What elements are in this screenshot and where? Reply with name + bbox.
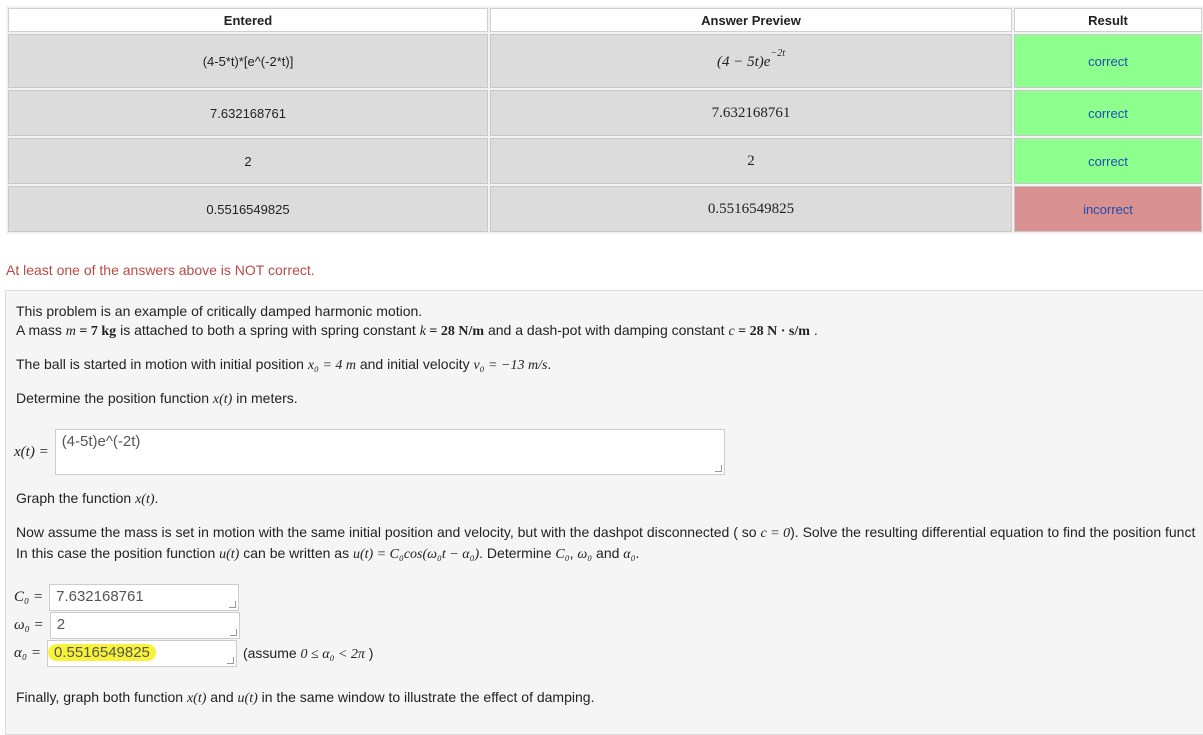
preview-cell: 0.5516549825 [490, 186, 1012, 232]
header-result: Result [1014, 8, 1202, 32]
result-cell: correct [1014, 138, 1202, 184]
results-row [8, 90, 1202, 136]
results-row [8, 186, 1202, 232]
a0-input[interactable] [47, 640, 237, 667]
problem-line-undamped: Now assume the mass is set in motion with the same initial position and velocity, but with the dashpot disconnected ( so c = 0). Solve the resulting differential equation to find the position funct [16, 524, 1196, 541]
c0-label: C₀ = [14, 589, 44, 605]
a0-assumption-note: (assume 0 ≤ α₀ < 2π ) [242, 644, 374, 662]
w0-input[interactable]: 2 [50, 612, 240, 639]
results-header-row [8, 8, 1202, 32]
results-row [8, 138, 1202, 184]
c0-answer-row [14, 584, 239, 611]
preview-cell: $(4 - 5t)e^{-2t}$ [490, 34, 1012, 88]
final-instruction: Finally, graph both function x(t) and u(t) in the same window to illustrate the effect of damping. [16, 689, 595, 706]
a0-answer-row [14, 640, 373, 667]
graph-instruction: Graph the function x(t). [16, 490, 159, 507]
results-table [6, 6, 1203, 234]
result-cell: correct [1014, 34, 1202, 88]
preview-cell: 7.632168761 [490, 90, 1012, 136]
problem-line-mass: A mass m = 7 kg is attached to both a spring with spring constant k = 28 N/m and a dash-pot with damping constant c = 28 N · s/m . [16, 322, 818, 339]
results-row [8, 34, 1202, 88]
problem-line-determine: Determine the position function x(t) in meters. [16, 390, 298, 407]
entered-cell: 7.632168761 [8, 90, 488, 136]
incorrect-warning: At least one of the answers above is NOT correct. [6, 262, 315, 278]
entered-cell: (4-5*t)*[e^(-2*t)] [8, 34, 488, 88]
problem-line-position-form: In this case the position function u(t) can be written as u(t) = C₀cos(ω₀t − α₀). Determine C₀, ω₀ and α₀. [16, 545, 640, 562]
problem-intro: This problem is an example of critically damped harmonic motion. [16, 303, 423, 319]
c0-input[interactable]: 7.632168761 [49, 584, 239, 611]
problem-line-initial: The ball is started in motion with initial position x₀ = 4 m and initial velocity v₀ = −13 m/s. [16, 356, 552, 373]
result-cell: correct [1014, 90, 1202, 136]
w0-label: ω₀ = [14, 617, 44, 633]
header-entered: Entered [8, 8, 488, 32]
a0-label: α₀ = [14, 645, 41, 661]
header-answer-preview: Answer Preview [490, 8, 1012, 32]
a0-highlighted-value: 0.5516549825 [48, 644, 156, 661]
result-cell: incorrect [1014, 186, 1202, 232]
x-answer-row [14, 429, 725, 475]
entered-cell: 0.5516549825 [8, 186, 488, 232]
preview-cell: 2 [490, 138, 1012, 184]
x-answer-textarea[interactable]: (4-5t)e^(-2t) [55, 429, 725, 475]
w0-answer-row [14, 612, 240, 639]
x-answer-label: x(t) = [14, 443, 49, 460]
entered-cell: 2 [8, 138, 488, 184]
problem-panel [5, 290, 1203, 735]
